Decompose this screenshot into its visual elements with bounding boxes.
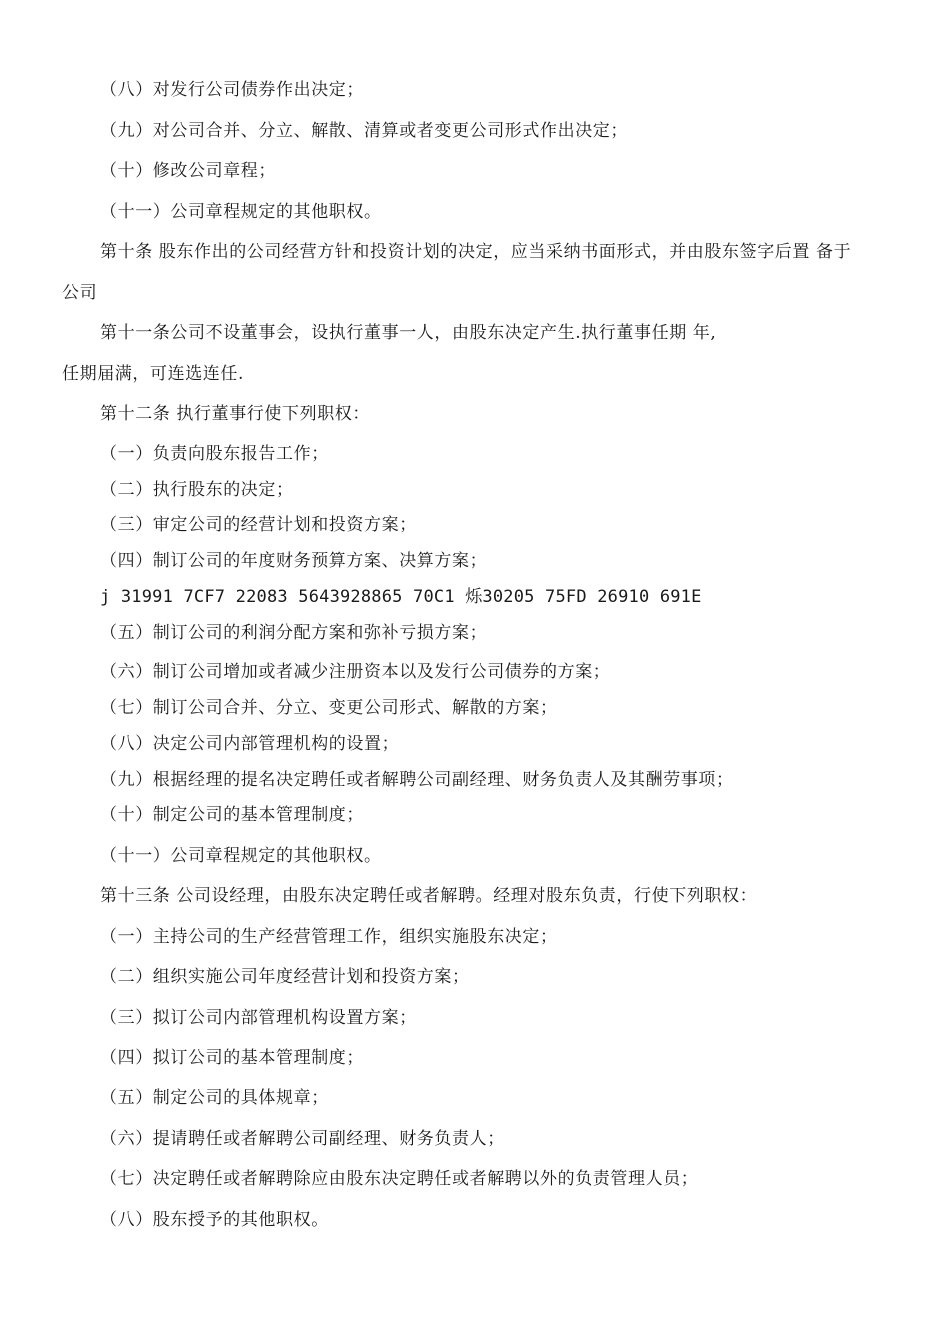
clause-item: （五）制定公司的具体规章； (100, 1088, 329, 1108)
clause-item: （八）决定公司内部管理机构的设置； (100, 734, 400, 754)
clause-item: （九）根据经理的提名决定聘任或者解聘公司副经理、财务负责人及其酬劳事项； (100, 770, 734, 790)
garbled-code-line: j 31991 7CF7 22083 5643928865 70C1 烁30205 75FD 26910 691E (100, 587, 702, 607)
clause-item: （十一）公司章程规定的其他职权。 (100, 846, 382, 866)
clause-item: （七）制订公司合并、分立、变更公司形式、解散的方案； (100, 698, 558, 718)
clause-item: （六）制订公司增加或者减少注册资本以及发行公司债券的方案； (100, 662, 611, 682)
article-11-continuation: 任期届满，可连选连任. (62, 364, 245, 384)
clause-item: （一）主持公司的生产经营管理工作，组织实施股东决定； (100, 927, 558, 947)
clause-item: （五）制订公司的利润分配方案和弥补亏损方案； (100, 623, 488, 643)
article-13-heading: 第十三条 公司设经理，由股东决定聘任或者解聘。经理对股东负责，行使下列职权： (100, 886, 758, 906)
article-12-heading: 第十二条 执行董事行使下列职权： (100, 404, 371, 424)
clause-item: （十）制定公司的基本管理制度； (100, 805, 364, 825)
clause-item: （十）修改公司章程； (100, 161, 276, 181)
clause-item: （七）决定聘任或者解聘除应由股东决定聘任或者解聘以外的负责管理人员； (100, 1169, 699, 1189)
clause-item: （二）组织实施公司年度经营计划和投资方案； (100, 967, 470, 987)
clause-item: （八）股东授予的其他职权。 (100, 1210, 329, 1230)
article-10-continuation: 公司 (62, 283, 98, 303)
clause-item: （八）对发行公司债券作出决定； (100, 80, 364, 100)
clause-item: （三）拟订公司内部管理机构设置方案； (100, 1008, 417, 1028)
article-10-heading: 第十条 股东作出的公司经营方针和投资计划的决定，应当采纳书面形式，并由股东签字后置 备于 (100, 242, 852, 262)
clause-item: （三）审定公司的经营计划和投资方案； (100, 515, 417, 535)
clause-item: （十一）公司章程规定的其他职权。 (100, 202, 382, 222)
clause-item: （四）拟订公司的基本管理制度； (100, 1048, 364, 1068)
clause-item: （九）对公司合并、分立、解散、清算或者变更公司形式作出决定； (100, 121, 628, 141)
clause-item: （六）提请聘任或者解聘公司副经理、财务负责人； (100, 1129, 505, 1149)
clause-item: （二）执行股东的决定； (100, 480, 294, 500)
clause-item: （一）负责向股东报告工作； (100, 444, 329, 464)
article-11-heading: 第十一条公司不设董事会，设执行董事一人，由股东决定产生.执行董事任期 年, (100, 323, 717, 343)
clause-item: （四）制订公司的年度财务预算方案、决算方案； (100, 551, 488, 571)
